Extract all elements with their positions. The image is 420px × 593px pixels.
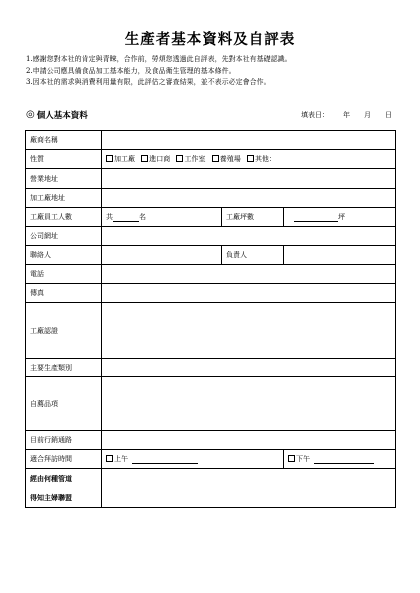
row-nature <box>26 150 396 169</box>
row-current-channels <box>26 431 396 450</box>
fill-date-year[interactable]: 年 <box>343 111 350 119</box>
intro-note: 1.感謝您對本社的肯定與青睞，合作前，勞煩您透過此自評表，先對本社有基礎認識。 <box>26 55 292 63</box>
fax-label: 傳真 <box>26 284 102 303</box>
intro-notes <box>26 54 402 89</box>
section-header <box>26 108 396 122</box>
main-category-field[interactable] <box>102 359 396 377</box>
section-title-text: 個人基本資料 <box>36 111 88 121</box>
website-field[interactable] <box>102 227 396 246</box>
row-recommended-items <box>26 377 396 431</box>
nature-options <box>102 150 396 169</box>
option-importer[interactable]: 進口商 <box>141 154 170 164</box>
factory-area-field[interactable]: 坪 <box>284 208 396 227</box>
staff-count-blank[interactable] <box>113 213 139 222</box>
checkbox-icon[interactable] <box>247 155 254 162</box>
checkbox-icon[interactable] <box>106 155 113 162</box>
main-category-label: 主要生產類別 <box>26 359 102 377</box>
current-channels-field[interactable] <box>102 431 396 450</box>
current-channels-label: 目前行銷通路 <box>26 431 102 450</box>
staff-count-field[interactable]: 共 名 <box>102 208 222 227</box>
double-circle-icon: ◎ <box>26 109 35 120</box>
business-address-field[interactable] <box>102 169 396 189</box>
option-farm[interactable]: 養殖場 <box>212 154 241 164</box>
factory-area-blank[interactable] <box>294 213 338 222</box>
recommended-items-label: 自薦品項 <box>26 377 102 431</box>
referral-label-line2: 得知主婦聯盟 <box>30 493 72 502</box>
vendor-name-field[interactable] <box>102 131 396 150</box>
fill-date-day[interactable]: 日 <box>385 111 392 119</box>
factory-area-label: 工廠坪數 <box>222 208 284 227</box>
row-staff <box>26 208 396 227</box>
visit-afternoon-field[interactable] <box>284 450 396 469</box>
fill-date-month[interactable]: 月 <box>364 111 371 119</box>
intro-note: 3.因本社的需求與消費利用量有限，此評估之審查結果，並不表示必定會合作。 <box>26 78 271 87</box>
row-certification <box>26 303 396 359</box>
checkbox-icon[interactable] <box>141 155 148 162</box>
person-in-charge-field[interactable] <box>284 246 396 265</box>
visit-morning-field[interactable] <box>102 450 284 469</box>
checkbox-icon[interactable] <box>176 155 183 162</box>
staff-count-label: 工廠員工人數 <box>26 208 102 227</box>
vendor-name-label: 廠商名稱 <box>26 131 102 150</box>
checkbox-icon[interactable] <box>288 455 295 462</box>
phone-label: 電話 <box>26 265 102 284</box>
basic-info-form <box>25 130 396 508</box>
contact-field[interactable] <box>102 246 222 265</box>
option-morning[interactable]: 上午 <box>106 454 128 464</box>
referral-label-line1: 經由何種管道 <box>30 474 72 483</box>
recommended-items-field[interactable] <box>102 377 396 431</box>
option-studio[interactable]: 工作室 <box>176 154 205 164</box>
morning-blank[interactable] <box>132 455 198 464</box>
certification-label: 工廠認證 <box>26 303 102 359</box>
afternoon-blank[interactable] <box>314 455 374 464</box>
phone-field[interactable] <box>102 265 396 284</box>
person-in-charge-label: 負責人 <box>222 246 284 265</box>
fill-date-label: 填表日： <box>301 111 329 119</box>
row-vendor-name <box>26 131 396 150</box>
row-fax <box>26 284 396 303</box>
website-label: 公司網址 <box>26 227 102 246</box>
row-website <box>26 227 396 246</box>
row-phone <box>26 265 396 284</box>
option-other[interactable]: 其他： <box>247 154 276 164</box>
nature-label: 性質 <box>26 150 102 169</box>
checkbox-icon[interactable] <box>212 155 219 162</box>
fax-field[interactable] <box>102 284 396 303</box>
row-business-address <box>26 169 396 189</box>
row-contact <box>26 246 396 265</box>
visit-time-label: 適合拜訪時間 <box>26 450 102 469</box>
option-afternoon[interactable]: 下午 <box>288 454 310 464</box>
factory-address-field[interactable] <box>102 189 396 208</box>
business-address-label: 營業地址 <box>26 169 102 189</box>
referral-label <box>26 469 102 508</box>
referral-field[interactable] <box>102 469 396 508</box>
certification-field[interactable] <box>102 303 396 359</box>
row-visit-time <box>26 450 396 469</box>
row-main-category <box>26 359 396 377</box>
intro-note: 2.申請公司應具備食品加工基本能力，及食品衛生管理的基本條件。 <box>26 66 236 75</box>
row-factory-address <box>26 189 396 208</box>
factory-address-label: 加工廠地址 <box>26 189 102 208</box>
row-referral <box>26 469 396 508</box>
section-title <box>26 109 88 121</box>
fill-date <box>301 110 396 120</box>
checkbox-icon[interactable] <box>106 455 113 462</box>
option-processing-plant[interactable]: 加工廠 <box>106 154 135 164</box>
contact-label: 聯絡人 <box>26 246 102 265</box>
page-title: 生產者基本資料及自評表 <box>124 31 296 48</box>
